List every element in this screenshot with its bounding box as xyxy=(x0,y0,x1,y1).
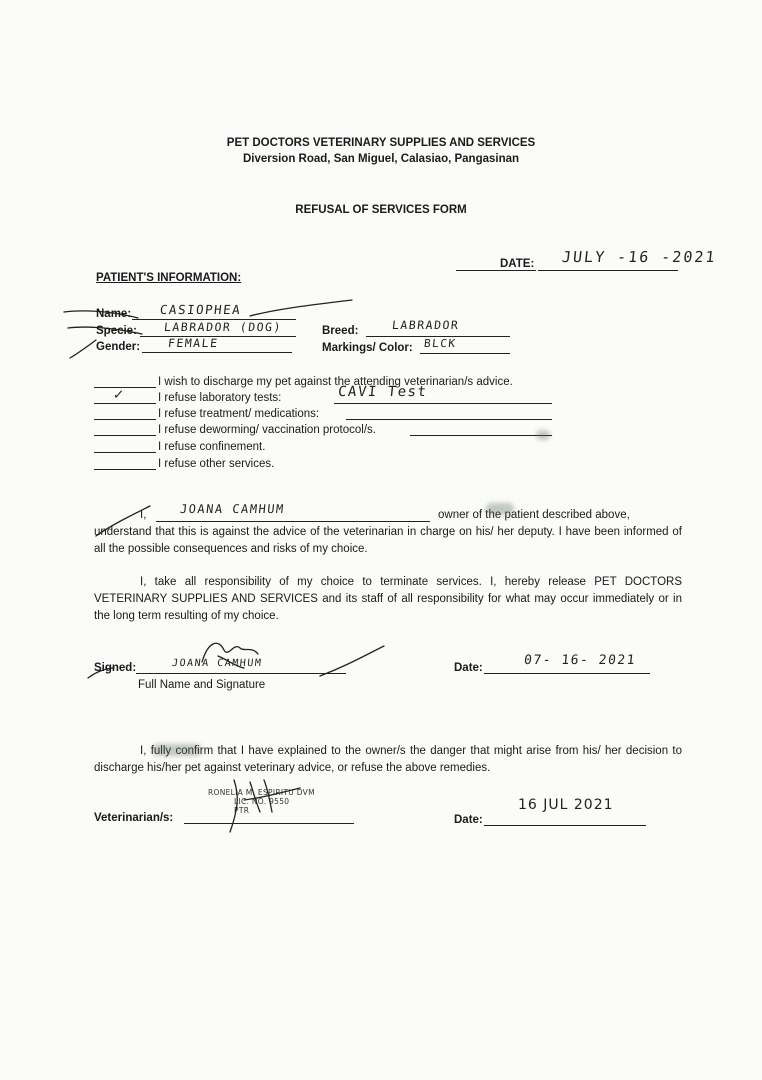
handwritten-strike-marks xyxy=(60,296,360,366)
vet-signature-scribble xyxy=(220,776,310,836)
date-field-line[interactable] xyxy=(538,270,678,271)
owner-prefix: I, xyxy=(140,509,147,521)
full-name-signature-caption: Full Name and Signature xyxy=(138,679,266,691)
option-text: I wish to discharge my pet against the attending veterinarian/s advice. xyxy=(158,376,513,388)
breed-value: LABRADOR xyxy=(391,318,461,332)
markings-value: BLCK xyxy=(423,337,458,350)
form-title: REFUSAL OF SERVICES FORM xyxy=(295,204,467,216)
vet-stamp-ptr: PTR xyxy=(234,806,250,815)
markings-field-line[interactable] xyxy=(420,353,510,354)
option-text: I refuse deworming/ vaccination protocol/s. xyxy=(158,424,376,436)
vet-date-stamp: 16 JUL 2021 xyxy=(518,797,614,813)
ink-smudge xyxy=(152,744,202,756)
option-mark: ✓ xyxy=(113,385,126,403)
gender-value: FEMALE xyxy=(167,336,220,350)
option-text: I refuse confinement. xyxy=(158,441,266,453)
owner-understanding-text: understand that this is against the advice of the veterinarian in charge on his/ her deputy. I have been informed of all the possible consequences and risks of my choice. xyxy=(94,526,682,555)
vet-stamp-name: RONELIA M. ESPIRITU DVM xyxy=(208,788,315,797)
owner-name-value: JOANA CAMHUM xyxy=(179,502,286,516)
patient-info-title: PATIENT'S INFORMATION: xyxy=(96,272,242,284)
option-checkbox-line[interactable] xyxy=(94,419,156,420)
option-fill-line[interactable] xyxy=(410,435,552,436)
option-checkbox-line[interactable] xyxy=(94,469,156,470)
owner-line-rest: owner of the patient described above, xyxy=(438,509,630,521)
owner-date-label: Date: xyxy=(454,662,483,674)
vet-date-label: Date: xyxy=(454,814,483,826)
veterinarian-label: Veterinarian/s: xyxy=(94,812,174,824)
specie-value: LABRADOR (DOG) xyxy=(163,320,283,334)
vet-date-line[interactable] xyxy=(484,825,646,826)
option-text: I refuse treatment/ medications: xyxy=(158,408,320,420)
signed-label: Signed: xyxy=(94,662,137,674)
responsibility-paragraph: I, take all responsibility of my choice to terminate services. I, hereby release PET DOCTORS VETERINARY SUPPLIES AND SERVICES and its staff of all responsibility for what may occur immediately or in the long term resulting of my choice. xyxy=(94,576,682,622)
vet-confirmation-paragraph: I, fully confirm that I have explained to the owner/s the danger that might arise from his/ her decision to discharge his/her pet against veterinary advice, or refuse the above remedies. xyxy=(94,745,682,774)
option-checkbox-line[interactable] xyxy=(94,403,156,404)
option-checkbox-line[interactable] xyxy=(94,435,156,436)
owner-date-value: 07- 16- 2021 xyxy=(523,653,637,668)
owner-signature-text: JOANA CAMHUM xyxy=(171,658,263,669)
option-fill-value: CAVI Test xyxy=(337,384,429,400)
option-text: I refuse laboratory tests: xyxy=(158,392,282,404)
date-handwritten-value: JULY -16 -2021 xyxy=(561,248,718,266)
option-fill-line[interactable] xyxy=(346,419,552,420)
ink-smudge xyxy=(486,503,514,515)
specie-label: Specie: xyxy=(96,325,137,337)
clinic-name: PET DOCTORS VETERINARY SUPPLIES AND SERVICES xyxy=(226,137,536,149)
owner-date-line[interactable] xyxy=(484,673,650,674)
clinic-address: Diversion Road, San Miguel, Calasiao, Pangasinan xyxy=(242,153,520,165)
vet-stamp-license: LIC. NO. 9550 xyxy=(234,797,290,806)
gender-label: Gender: xyxy=(96,341,141,353)
name-value: CASIOPHEA xyxy=(159,302,243,317)
option-fill-line[interactable] xyxy=(334,403,552,404)
breed-label: Breed: xyxy=(322,325,359,337)
owner-name-line[interactable] xyxy=(156,521,430,522)
option-text: I refuse other services. xyxy=(158,458,275,470)
option-checkbox-line[interactable] xyxy=(94,452,156,453)
markings-label: Markings/ Color: xyxy=(322,342,413,354)
date-label: DATE: xyxy=(500,258,535,270)
ink-smudge xyxy=(536,430,550,440)
name-label: Name: xyxy=(96,308,132,320)
owner-pen-stroke xyxy=(92,500,162,540)
